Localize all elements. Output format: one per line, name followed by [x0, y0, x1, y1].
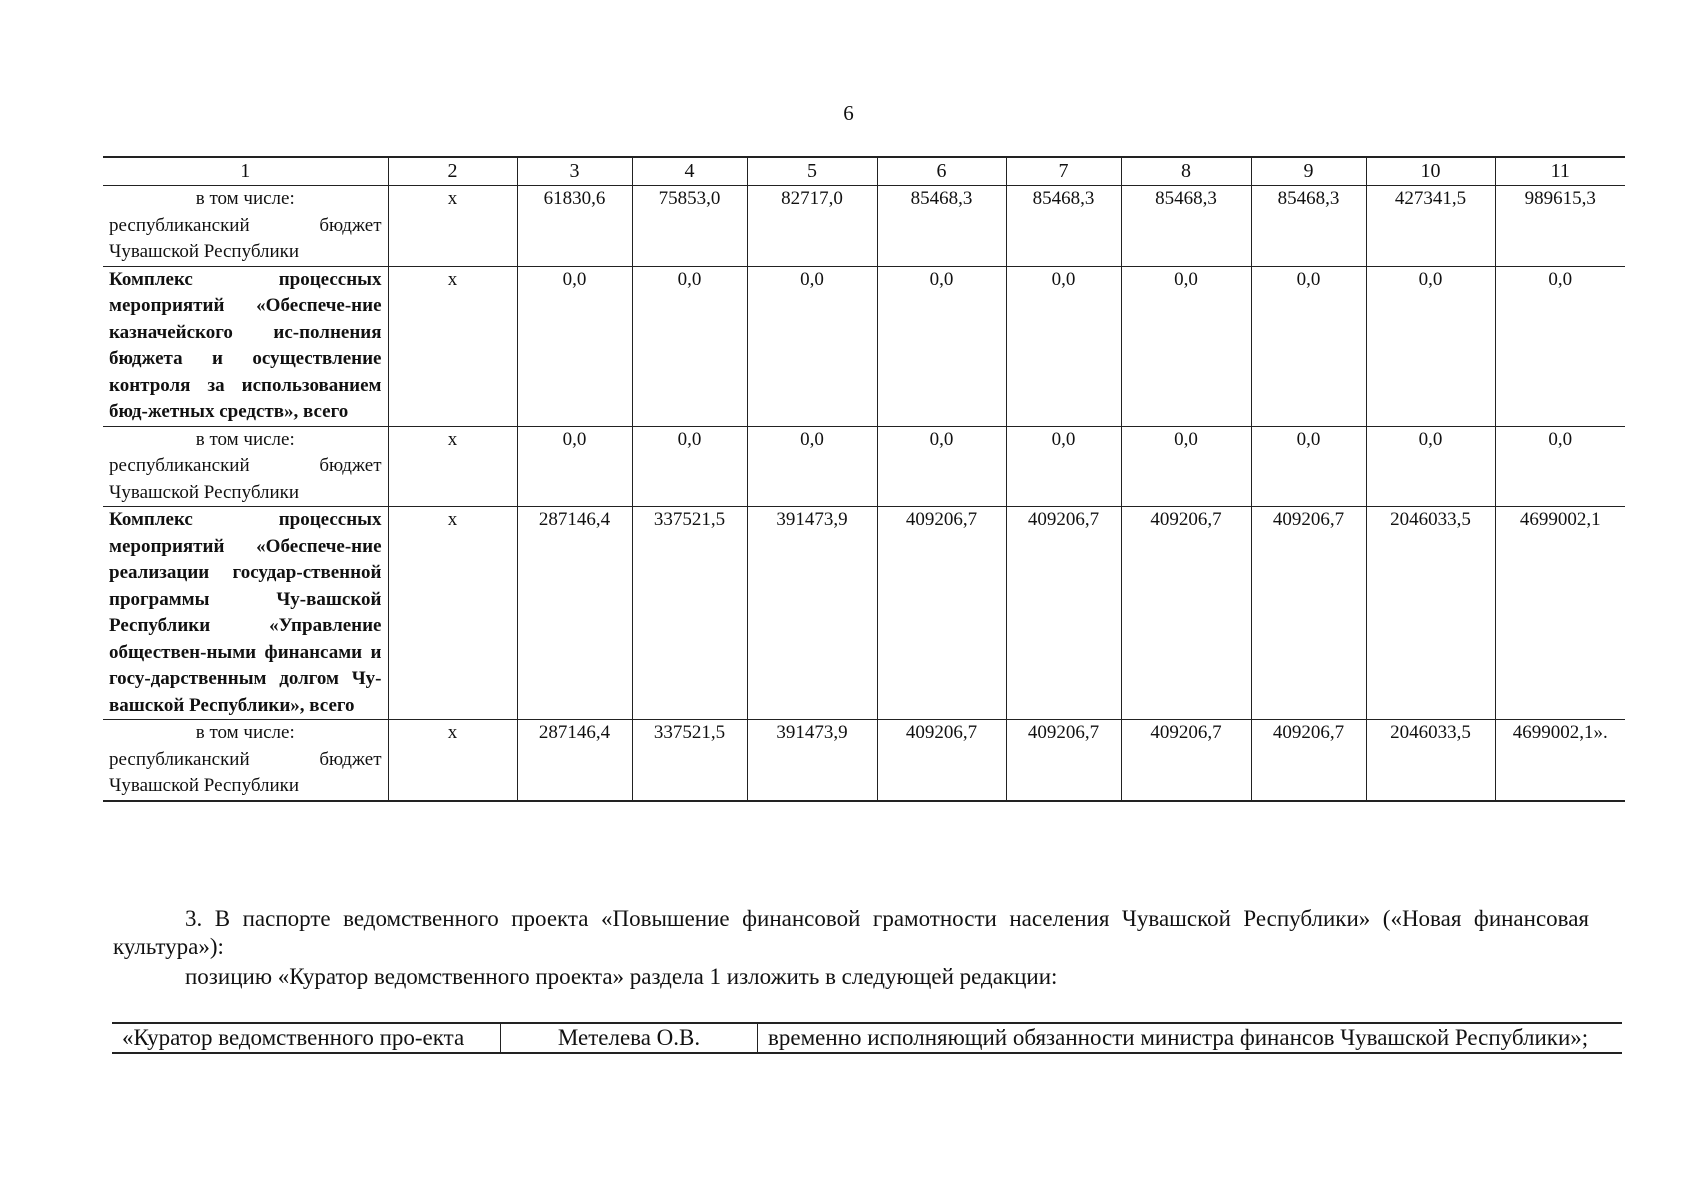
table-cell: 4699002,1».	[1495, 720, 1625, 801]
column-number: 1	[103, 157, 388, 186]
row-label-text: Комплекс процессных мероприятий «Обеспече-ние казначейского ис-полнения бюджета и осуществление контроля за использованием бюд-жетных средств», всего	[109, 268, 382, 422]
row-label-text: республиканский бюджет Чувашской Республики	[109, 455, 382, 503]
table-cell: 409206,7	[1121, 720, 1251, 801]
table-cell: 409206,7	[1006, 507, 1121, 720]
table-row	[103, 266, 1625, 426]
table-cell: 0,0	[1251, 426, 1366, 507]
row-label	[103, 266, 388, 426]
table-cell: 409206,7	[877, 507, 1006, 720]
table-row	[103, 720, 1625, 801]
table-cell: 0,0	[877, 426, 1006, 507]
table-cell: 75853,0	[632, 186, 747, 267]
table-cell: 61830,6	[517, 186, 632, 267]
table-cell: 85468,3	[877, 186, 1006, 267]
budget-table	[103, 156, 1625, 802]
table-cell: 0,0	[1121, 266, 1251, 426]
table-cell: 0,0	[632, 266, 747, 426]
table-cell: 287146,4	[517, 507, 632, 720]
table-cell: x	[388, 426, 517, 507]
column-number: 9	[1251, 157, 1366, 186]
column-number: 8	[1121, 157, 1251, 186]
table-cell: 0,0	[1121, 426, 1251, 507]
row-label-intro: в том числе:	[195, 188, 295, 209]
table-cell: 409206,7	[1251, 507, 1366, 720]
table-row	[103, 507, 1625, 720]
table-cell: 85468,3	[1251, 186, 1366, 267]
column-number: 6	[877, 157, 1006, 186]
column-number: 4	[632, 157, 747, 186]
row-label-intro: в том числе:	[195, 722, 295, 743]
table-row	[103, 186, 1625, 267]
table-cell: 287146,4	[517, 720, 632, 801]
curator-label: «Куратор ведомственного про-екта	[112, 1023, 501, 1053]
column-number: 2	[388, 157, 517, 186]
table-cell: 337521,5	[632, 720, 747, 801]
table-cell: 391473,9	[747, 507, 877, 720]
table-cell: 427341,5	[1366, 186, 1495, 267]
column-number: 10	[1366, 157, 1495, 186]
table-cell: x	[388, 507, 517, 720]
table-cell: 989615,3	[1495, 186, 1625, 267]
table-cell: 409206,7	[1251, 720, 1366, 801]
table-cell: 2046033,5	[1366, 507, 1495, 720]
table-cell: x	[388, 186, 517, 267]
row-label	[103, 720, 388, 801]
table-cell: 0,0	[632, 426, 747, 507]
row-label	[103, 426, 388, 507]
table-cell: x	[388, 266, 517, 426]
table-cell: 0,0	[1366, 266, 1495, 426]
row-label-intro: в том числе:	[195, 428, 295, 450]
table-cell: 0,0	[1495, 266, 1625, 426]
curator-row	[112, 1023, 1622, 1053]
table-cell: 85468,3	[1006, 186, 1121, 267]
table-cell: 0,0	[1251, 266, 1366, 426]
row-label	[103, 186, 388, 267]
paragraph-amendment: 3. В паспорте ведомственного проекта «Повышение финансовой грамотности населения Чувашской Республики» («Новая финансовая культура»):	[113, 906, 1589, 959]
column-number: 11	[1495, 157, 1625, 186]
row-label	[103, 507, 388, 720]
table-cell: 0,0	[1006, 266, 1121, 426]
table-cell: 82717,0	[747, 186, 877, 267]
table-cell: 391473,9	[747, 720, 877, 801]
table-cell: 85468,3	[1121, 186, 1251, 267]
table-cell: 0,0	[1006, 426, 1121, 507]
column-number: 7	[1006, 157, 1121, 186]
table-cell: 2046033,5	[1366, 720, 1495, 801]
table-cell: 337521,5	[632, 507, 747, 720]
table-cell: 4699002,1	[1495, 507, 1625, 720]
row-label-text: Комплекс процессных мероприятий «Обеспече-ние реализации государ-ственной программы Чу-вашской Республики «Управление обществен-ными финансами и госу-дарственным долгом Чу-вашской Республики», всего	[109, 509, 382, 716]
table-cell: 0,0	[747, 266, 877, 426]
table-cell: 409206,7	[877, 720, 1006, 801]
paragraph-instruction: позицию «Куратор ведомственного проекта» раздела 1 изложить в следующей редакции:	[185, 964, 1058, 989]
curator-table	[112, 1022, 1622, 1054]
table-cell: x	[388, 720, 517, 801]
column-number: 5	[747, 157, 877, 186]
row-label-text: республиканский бюджет Чувашской Республики	[109, 748, 382, 796]
table-cell: 0,0	[517, 266, 632, 426]
page-number: 6	[843, 101, 854, 125]
table-cell: 0,0	[877, 266, 1006, 426]
curator-position: временно исполняющий обязанности министра финансов Чувашской Республики»;	[758, 1023, 1623, 1053]
row-label-text: республиканский бюджет Чувашской Республики	[109, 214, 382, 262]
column-number: 3	[517, 157, 632, 186]
curator-name: Метелева О.В.	[501, 1023, 758, 1053]
table-header-row	[103, 157, 1625, 186]
table-cell: 0,0	[1495, 426, 1625, 507]
table-cell: 0,0	[517, 426, 632, 507]
table-cell: 409206,7	[1121, 507, 1251, 720]
table-cell: 0,0	[747, 426, 877, 507]
table-cell: 0,0	[1366, 426, 1495, 507]
table-row	[103, 426, 1625, 507]
table-cell: 409206,7	[1006, 720, 1121, 801]
